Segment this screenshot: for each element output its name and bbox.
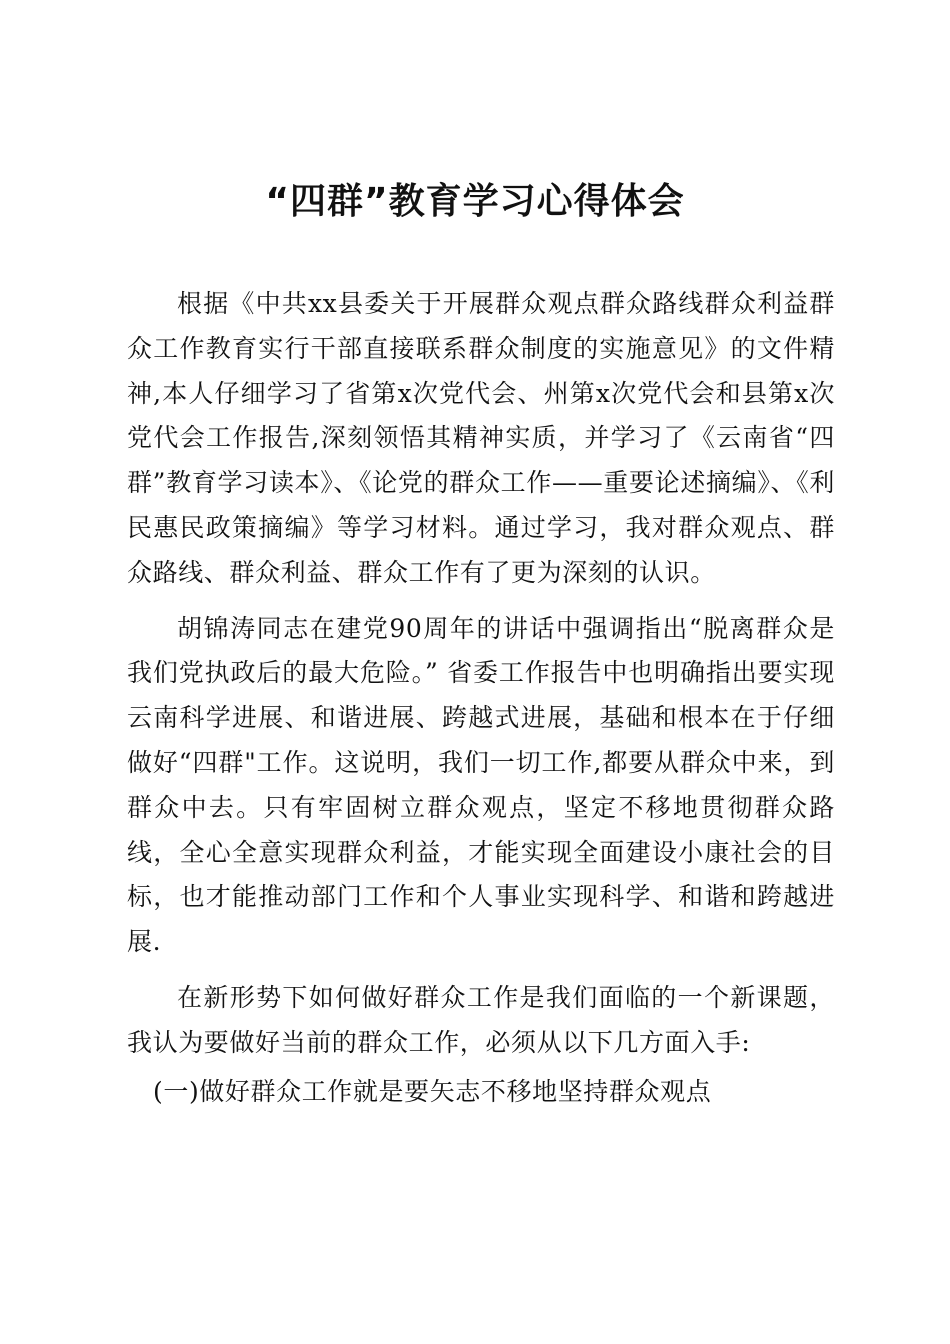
document-body (127, 282, 835, 1114)
section-heading-1: (一)做好群众工作就是要矢志不移地坚持群众观点 (153, 1076, 712, 1106)
paragraph-3: 在新形势下如何做好群众工作是我们面临的一个新课题，我认为要做好当前的群众工作，必须从以下几方面入手: (127, 982, 835, 1057)
document-title: “四群”教育学习心得体会 (265, 181, 685, 222)
paragraph-2: 胡锦涛同志在建党90周年的讲话中强调指出“脱离群众是我们党执政后的最大危险。” 省委工作报告中也明确指出要实现云南科学进展、和谐进展、跨越式进展，基础和根本在于仔细做好“四群"工作。这说明，我们一切工作,都要从群众中来，到群众中去。只有牢固树立群众观点，坚定不移地贯彻群众路线，全心全意实现群众利益，才能实现全面建设小康社会的目标，也才能推动部门工作和个人事业实现科学、和谐和跨越进展. (127, 613, 835, 957)
paragraph-1: 根据《中共xx县委关于开展群众观点群众路线群众利益群众工作教育实行干部直接联系群众制度的实施意见》的文件精神,本人仔细学习了省第x次党代会、州第x次党代会和县第x次党代会工作报告,深刻领悟其精神实质，并学习了《云南省“四群”教育学习读本》、《论党的群众工作——重要论述摘编》、《利民惠民政策摘编》等学习材料。通过学习，我对群众观点、群众路线、群众利益、群众工作有了更为深刻的认识。 (127, 289, 835, 587)
